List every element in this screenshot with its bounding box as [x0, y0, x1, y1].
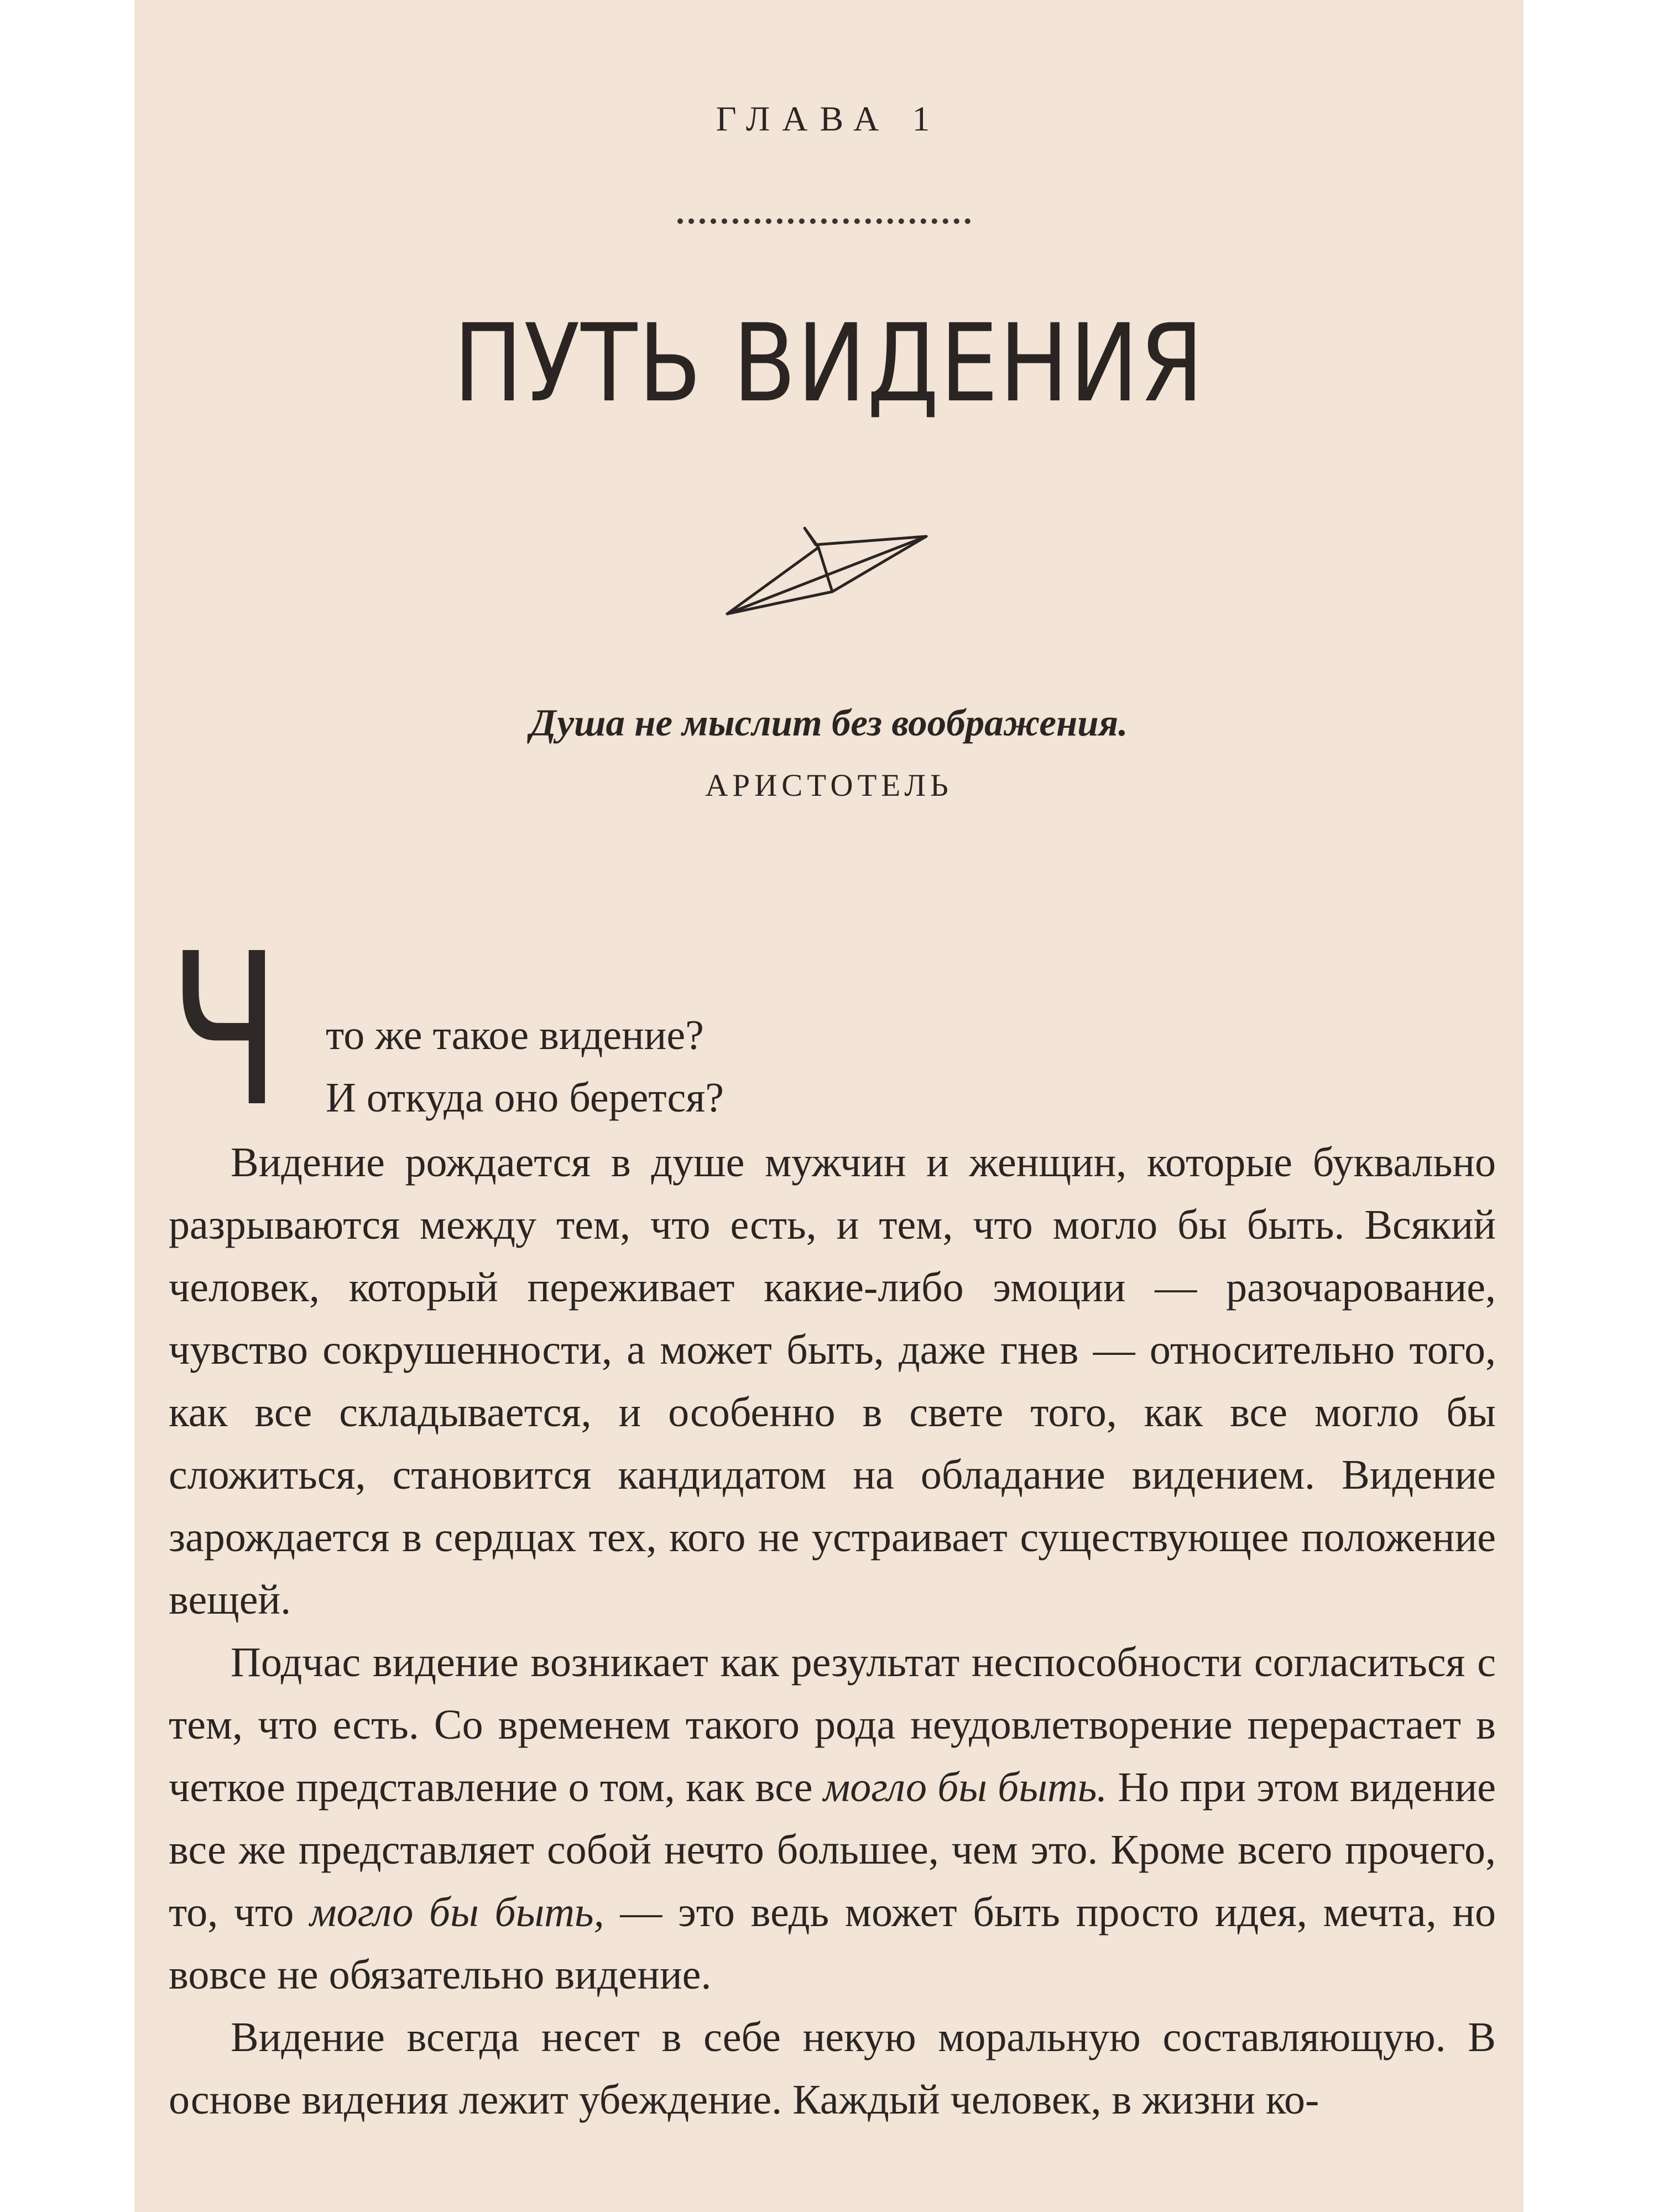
italic-phrase: могло бы быть,	[310, 1889, 604, 1936]
paragraph: Видение рождается в душе мужчин и женщин, которые буквально разрываются между тем, что есть, и тем, что могло бы быть. Всякий человек, который переживает какие-либо эмоции — разочарование, чувство сокрушенности, а может быть, даже гнев — относительно того, как все складывается, и особенно в свете того, как все могло бы сложиться, становится кандидатом на обладание видением. Видение зарождается в сердцах тех, кого не устраивает существующее положение вещей.	[169, 1139, 1496, 1623]
chapter-title: ПУТЬ ВИДЕНИЯ	[453, 301, 1205, 426]
epigraph-author: АРИСТОТЕЛЬ	[705, 768, 953, 803]
drop-cap: Ч	[169, 908, 281, 1153]
opening-block	[169, 908, 1496, 1153]
chapter-body	[169, 908, 1496, 2131]
italic-phrase: могло бы быть.	[823, 1764, 1108, 1811]
paper-plane-icon	[722, 514, 932, 619]
dotted-divider	[677, 218, 971, 224]
paragraph-text: — это ведь может быть просто идея, мечта, но вовсе не обязательно видение.	[169, 1889, 1496, 1998]
opening-line: то же такое видение?	[326, 1012, 704, 1058]
opening-line: И откуда оно берется?	[326, 1074, 724, 1121]
book-page	[134, 0, 1524, 2212]
paragraph-text: Подчас видение возникает как результат неспособности согласиться с тем, что есть. Со временем такого рода неудовлетворение перерастает в четкое представление о том, как все	[169, 1639, 1496, 1811]
chapter-label: ГЛАВА 1	[716, 99, 942, 138]
paragraph: Видение всегда несет в себе некую моральную составляющую. В основе видения лежит убеждение. Каждый человек, в жизни ко-	[169, 2014, 1496, 2123]
paragraph	[169, 1631, 1496, 2006]
epigraph-quote: Душа не мыслит без воображения.	[530, 702, 1128, 744]
paragraph-text: Но при этом видение все же представляет собой нечто большее, чем это. Кроме всего прочего, то, что	[169, 1764, 1496, 1936]
